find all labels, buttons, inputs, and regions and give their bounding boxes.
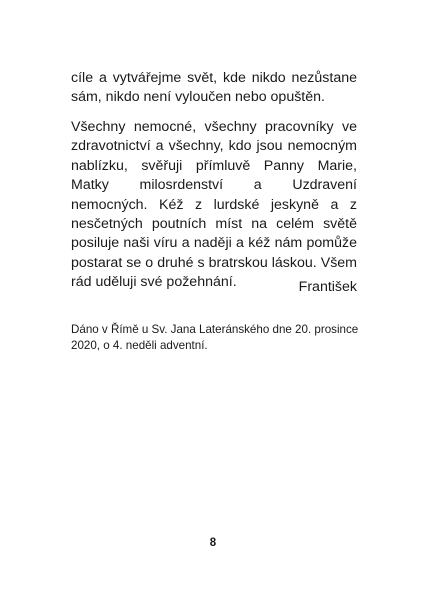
page-number: 8 (209, 537, 217, 549)
paragraph-blessing: Všechny nemocné, všechny pracovníky ve zdravotnictví a všechny, kdo jsou nemocným nablízku, svěřuji přímluvě Panny Marie, Matky milosrdenství a Uzdravení nemocných. Kéž z lurdské jeskyně a z nesčetných poutních míst na celém světě posiluje naši víru a naději a kéž nám pomůže postarat se o druhé s bratrskou láskou. Všem rád uděluji své požehnání. (71, 119, 357, 291)
paragraph-continuation: cíle a vytvářejme svět, kde nikdo nezůstane sám, nikdo není vyloučen nebo opuštěn. (71, 70, 357, 106)
signature: František (298, 279, 357, 295)
dating-line: Dáno v Římě u Sv. Jana Lateránského dne 20. prosince 2020, o 4. neděli adventní. (71, 323, 359, 352)
